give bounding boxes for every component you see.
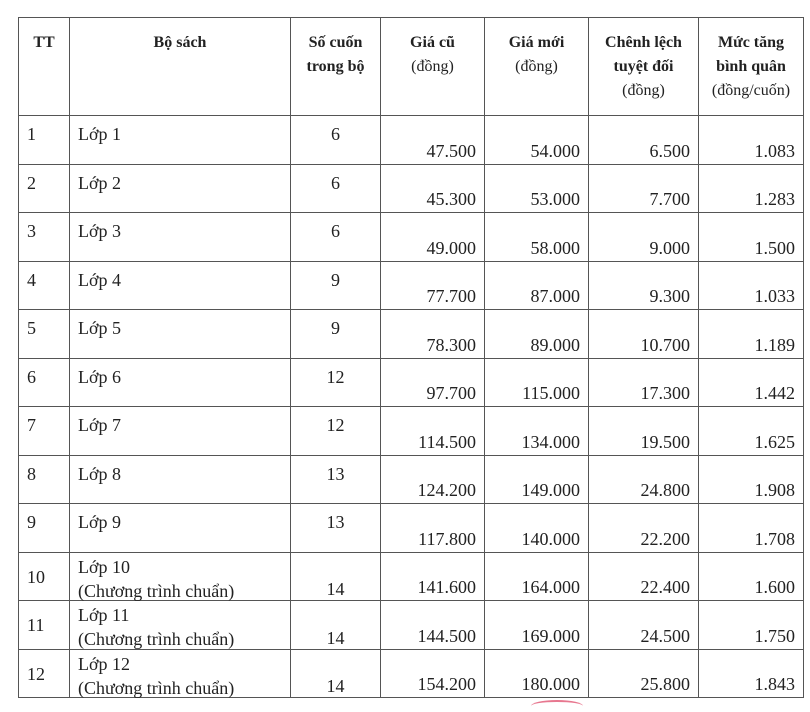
cell-new-price [485, 116, 589, 165]
cell-diff-text: 25.800 [640, 674, 690, 694]
cell-avg-text: 1.908 [754, 480, 795, 500]
cell-tt [19, 116, 70, 165]
header-diff [589, 18, 699, 116]
cell-count [291, 164, 381, 213]
table-row [19, 164, 804, 213]
cell-new-text: 53.000 [530, 189, 580, 209]
book-program: (Chương trình chuẩn) [78, 677, 235, 698]
cell-new-price [485, 310, 589, 359]
cell-old-text: 77.700 [426, 286, 476, 306]
cell-tt [19, 213, 70, 262]
cell-old-text: 49.000 [426, 237, 476, 258]
cell-tt-text: 3 [27, 221, 36, 241]
cell-old-text: 78.300 [426, 334, 476, 355]
cell-avg [699, 116, 804, 165]
cell-diff-text: 24.500 [640, 625, 690, 646]
cell-count-text: 9 [331, 269, 340, 290]
header-diff-unit: (đồng) [622, 82, 665, 99]
cell-book [70, 261, 291, 310]
cell-tt [19, 601, 70, 650]
cell-book [70, 455, 291, 504]
cell-new-text: 54.000 [530, 140, 580, 161]
cell-tt-text: 6 [27, 366, 36, 387]
cell-count [291, 504, 381, 553]
cell-book-text [78, 652, 234, 700]
table-row [19, 552, 804, 601]
cell-old-price [381, 649, 485, 698]
cell-old-text: 45.300 [426, 189, 476, 209]
cell-new-text: 149.000 [521, 480, 580, 500]
cell-avg [699, 164, 804, 213]
cell-avg-text: 1.708 [754, 528, 795, 549]
cell-new-text: 164.000 [521, 577, 580, 597]
cell-diff-text: 17.300 [640, 383, 690, 403]
cell-tt-text: 9 [27, 512, 36, 532]
cell-diff [589, 552, 699, 601]
cell-diff [589, 310, 699, 359]
cell-old-price [381, 455, 485, 504]
cell-diff [589, 601, 699, 650]
table-row [19, 310, 804, 359]
cell-diff [589, 455, 699, 504]
cell-diff-text: 22.200 [640, 528, 690, 549]
cell-book [70, 552, 291, 601]
cell-diff [589, 213, 699, 262]
table-row [19, 358, 804, 407]
cell-tt [19, 407, 70, 456]
cell-old-text: 144.500 [417, 625, 476, 646]
cell-avg-text: 1.843 [754, 674, 795, 694]
cell-new-text: 89.000 [530, 334, 580, 355]
cell-diff [589, 407, 699, 456]
cell-new-price [485, 164, 589, 213]
cell-tt [19, 552, 70, 601]
book-name: Lớp 10 [78, 556, 131, 577]
header-avg-line: bình quân [716, 58, 786, 75]
cell-count [291, 552, 381, 601]
book-name: Lớp 5 [78, 318, 122, 338]
cell-new-price [485, 649, 589, 698]
cell-diff-text: 24.800 [640, 480, 690, 500]
cell-avg [699, 310, 804, 359]
book-name: Lớp 1 [78, 124, 122, 144]
book-name: Lớp 9 [78, 512, 122, 532]
cell-avg-text: 1.600 [754, 577, 795, 597]
cell-old-text: 124.200 [417, 480, 476, 500]
book-name: Lớp 7 [78, 415, 122, 435]
cell-book [70, 407, 291, 456]
cell-new-text: 87.000 [530, 286, 580, 306]
table-row [19, 213, 804, 262]
cell-old-price [381, 504, 485, 553]
cell-avg [699, 601, 804, 650]
cell-avg-text: 1.189 [754, 334, 795, 355]
cell-old-price [381, 213, 485, 262]
cell-book [70, 164, 291, 213]
cell-tt-text: 12 [27, 663, 45, 684]
cell-diff-text: 9.300 [649, 286, 690, 306]
cell-avg [699, 504, 804, 553]
pen-mark [531, 700, 583, 712]
cell-new-price [485, 601, 589, 650]
table-row [19, 116, 804, 165]
cell-diff [589, 116, 699, 165]
cell-diff [589, 164, 699, 213]
cell-count [291, 649, 381, 698]
table-row [19, 455, 804, 504]
cell-count-text: 6 [331, 124, 340, 144]
cell-old-text: 97.700 [426, 383, 476, 403]
cell-tt [19, 261, 70, 310]
cell-tt-text: 7 [27, 415, 36, 435]
cell-count-text: 14 [326, 579, 345, 599]
cell-book [70, 601, 291, 650]
cell-tt-text: 1 [27, 124, 36, 144]
cell-count [291, 116, 381, 165]
cell-avg-text: 1.500 [754, 237, 795, 258]
book-name: Lớp 4 [78, 269, 122, 290]
cell-tt [19, 504, 70, 553]
cell-tt [19, 455, 70, 504]
cell-old-text: 47.500 [426, 140, 476, 161]
cell-diff [589, 504, 699, 553]
cell-count-text: 6 [331, 172, 340, 193]
header-diff-line: tuyệt đối [613, 58, 674, 75]
cell-book [70, 116, 291, 165]
cell-new-price [485, 552, 589, 601]
cell-count-text: 12 [326, 415, 345, 435]
cell-old-text: 114.500 [418, 431, 476, 452]
cell-avg [699, 455, 804, 504]
header-old-line: Giá cũ [410, 34, 455, 51]
cell-count [291, 407, 381, 456]
cell-old-price [381, 116, 485, 165]
cell-diff-text: 19.500 [640, 431, 690, 452]
cell-old-price [381, 164, 485, 213]
header-new-price [485, 18, 589, 116]
cell-avg [699, 407, 804, 456]
cell-old-price [381, 261, 485, 310]
header-row [19, 18, 804, 116]
header-avg [699, 18, 804, 116]
cell-book [70, 213, 291, 262]
cell-book [70, 358, 291, 407]
table-row [19, 261, 804, 310]
table-row [19, 407, 804, 456]
cell-avg-text: 1.083 [754, 140, 795, 161]
cell-tt [19, 164, 70, 213]
table-row [19, 601, 804, 650]
cell-old-price [381, 310, 485, 359]
price-table [18, 17, 804, 698]
cell-avg [699, 358, 804, 407]
cell-count [291, 310, 381, 359]
cell-avg [699, 213, 804, 262]
cell-new-text: 140.000 [521, 528, 580, 549]
cell-count [291, 601, 381, 650]
cell-count-text: 6 [331, 221, 340, 241]
header-tt: TT [19, 18, 70, 116]
cell-new-price [485, 261, 589, 310]
cell-count [291, 455, 381, 504]
cell-count-text: 14 [326, 627, 345, 648]
cell-tt-text: 10 [27, 566, 45, 587]
cell-diff-text: 22.400 [640, 577, 690, 597]
header-count [291, 18, 381, 116]
cell-tt [19, 649, 70, 698]
table-row [19, 504, 804, 553]
cell-book-text [78, 555, 234, 603]
book-name: Lớp 2 [78, 172, 122, 193]
header-new-line: Giá mới [508, 34, 565, 51]
header-book: Bộ sách [70, 18, 291, 116]
cell-avg-text: 1.750 [754, 625, 795, 646]
cell-count-text: 13 [326, 512, 345, 532]
cell-old-price [381, 601, 485, 650]
cell-avg [699, 552, 804, 601]
cell-diff-text: 7.700 [649, 189, 690, 209]
cell-new-text: 58.000 [530, 237, 580, 258]
cell-diff [589, 358, 699, 407]
header-avg-line: Mức tăng [717, 34, 785, 51]
book-program: (Chương trình chuẩn) [78, 629, 235, 649]
cell-avg [699, 261, 804, 310]
cell-diff [589, 649, 699, 698]
cell-tt-text: 11 [27, 615, 45, 635]
table-row [19, 649, 804, 698]
cell-old-price [381, 407, 485, 456]
header-old-unit: (đồng) [411, 58, 454, 75]
cell-diff-text: 6.500 [649, 140, 690, 161]
cell-tt-text: 8 [27, 463, 36, 484]
header-avg-unit: (đồng/cuốn) [711, 82, 791, 99]
cell-avg-text: 1.625 [754, 431, 795, 452]
cell-book-text [78, 603, 234, 651]
book-name: Lớp 11 [78, 605, 130, 625]
book-program: (Chương trình chuẩn) [78, 580, 235, 601]
cell-count [291, 358, 381, 407]
cell-avg [699, 649, 804, 698]
book-name: Lớp 12 [78, 653, 131, 674]
cell-new-price [485, 455, 589, 504]
cell-diff-text: 10.700 [640, 334, 690, 355]
cell-new-text: 169.000 [521, 625, 580, 646]
cell-new-price [485, 213, 589, 262]
header-new-unit: (đồng) [515, 58, 558, 75]
cell-tt-text: 4 [27, 269, 36, 290]
cell-tt [19, 358, 70, 407]
cell-old-text: 117.800 [418, 528, 476, 549]
cell-old-price [381, 552, 485, 601]
cell-avg-text: 1.283 [754, 189, 795, 209]
cell-book [70, 310, 291, 359]
cell-book [70, 504, 291, 553]
header-old-price [381, 18, 485, 116]
cell-old-price [381, 358, 485, 407]
cell-tt-text: 5 [27, 318, 36, 338]
cell-count-text: 13 [326, 463, 345, 484]
book-name: Lớp 3 [78, 221, 122, 241]
cell-count [291, 261, 381, 310]
cell-count [291, 213, 381, 262]
header-count-line: trong bộ [306, 58, 365, 75]
cell-new-text: 134.000 [521, 431, 580, 452]
cell-new-text: 115.000 [522, 383, 580, 403]
cell-tt [19, 310, 70, 359]
cell-avg-text: 1.033 [754, 286, 795, 306]
cell-count-text: 9 [331, 318, 340, 338]
book-name: Lớp 8 [78, 463, 122, 484]
header-count-line: Số cuốn [308, 34, 363, 51]
cell-tt-text: 2 [27, 172, 36, 193]
cell-count-text: 12 [326, 366, 345, 387]
cell-book [70, 649, 291, 698]
book-name: Lớp 6 [78, 366, 122, 387]
cell-new-price [485, 407, 589, 456]
cell-new-text: 180.000 [521, 674, 580, 694]
cell-old-text: 154.200 [417, 674, 476, 694]
cell-count-text: 14 [326, 676, 345, 696]
cell-new-price [485, 358, 589, 407]
cell-avg-text: 1.442 [754, 383, 795, 403]
header-diff-line: Chênh lệch [605, 34, 682, 51]
cell-diff [589, 261, 699, 310]
cell-new-price [485, 504, 589, 553]
cell-diff-text: 9.000 [649, 237, 690, 258]
cell-old-text: 141.600 [417, 577, 476, 597]
